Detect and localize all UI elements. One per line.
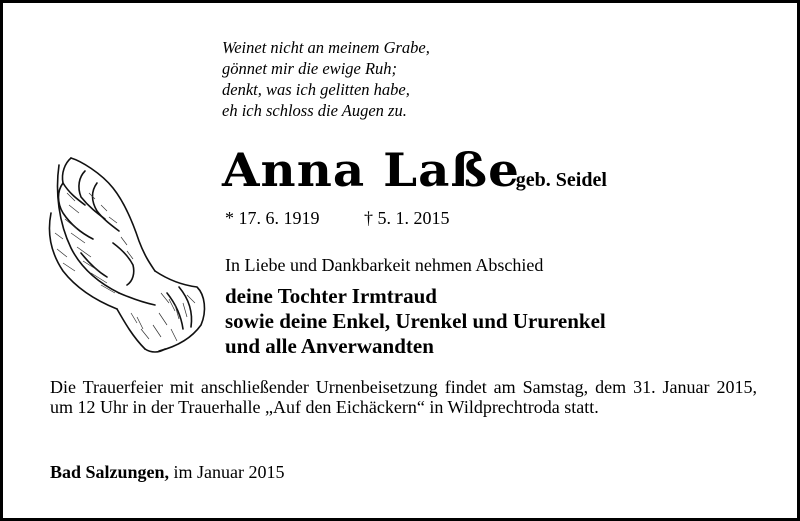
poem-line: eh ich schloss die Augen zu. [222, 101, 407, 120]
deceased-name: Anna Laße [222, 143, 520, 197]
memorial-poem [222, 37, 430, 121]
poem-line: Weinet nicht an meinem Grabe, [222, 38, 430, 57]
signoff-date: im Januar 2015 [169, 462, 285, 482]
poem-line: gönnet mir die ewige Ruh; [222, 59, 398, 78]
farewell-intro: In Liebe und Dankbarkeit nehmen Abschied [225, 255, 544, 275]
mourner-line: deine Tochter Irmtraud [225, 284, 437, 308]
poem-line: denkt, was ich gelitten habe, [222, 80, 410, 99]
signoff-place: Bad Salzungen, [50, 462, 170, 482]
service-announcement: Die Trauerfeier mit anschließender Urnenbeisetzung findet am Samstag, dem 31. Januar 2015, um 12 Uhr in der Trauerhalle „Auf den Eichäckern“ in Wildprechtroda statt. [50, 377, 757, 417]
life-dates [225, 208, 450, 229]
deceased-name-row [222, 143, 607, 197]
praying-hands-icon [41, 153, 213, 358]
death-date: † 5. 1. 2015 [364, 208, 450, 228]
mourners-list [225, 284, 606, 359]
birth-name: geb. Seidel [515, 169, 607, 191]
signoff [50, 462, 285, 483]
mourner-line: und alle Anverwandten [225, 334, 434, 358]
mourner-line: sowie deine Enkel, Urenkel und Ururenkel [225, 309, 606, 333]
birth-date: * 17. 6. 1919 [225, 208, 320, 228]
